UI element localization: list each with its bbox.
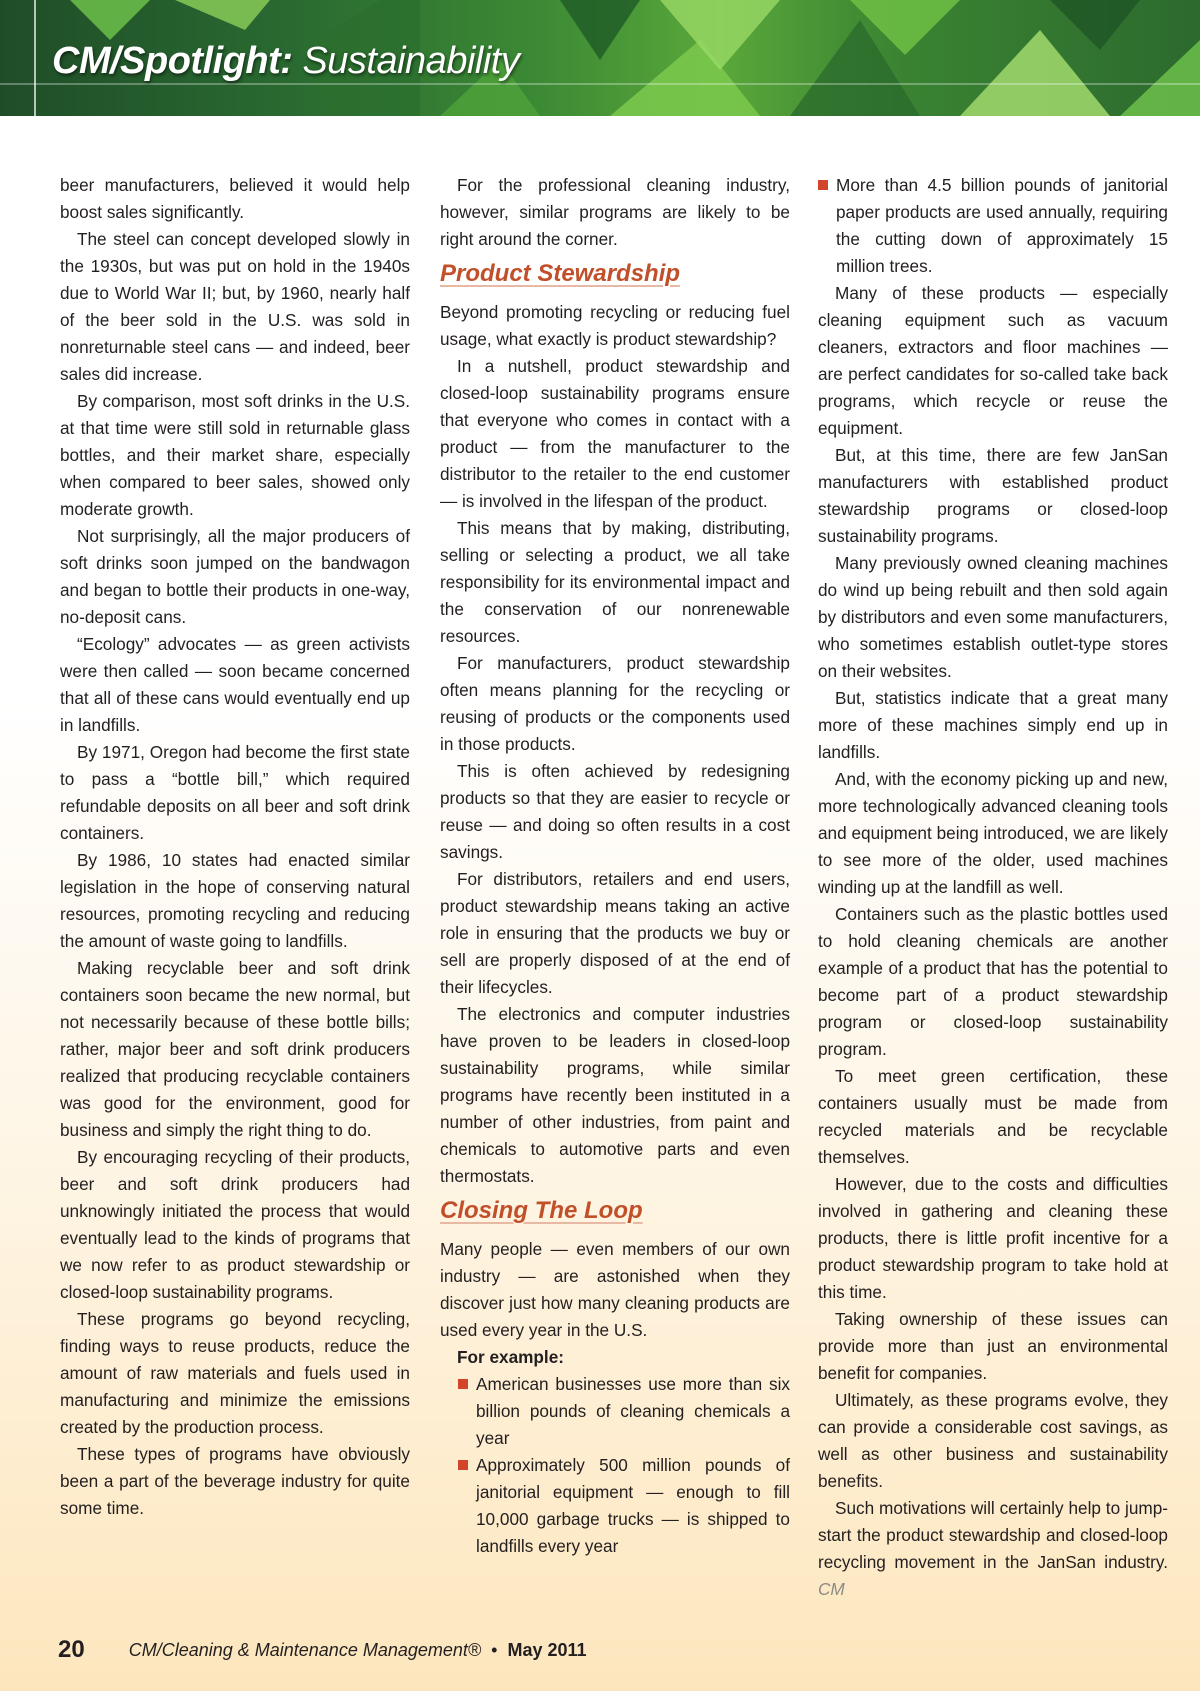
paragraph: In a nutshell, product stewardship and closed-loop sustainability programs ensure that everyone who comes in contact with a product — from the manufacturer to the distributor to the retailer to the end customer — is involved in the lifespan of the product.: [440, 356, 790, 511]
paragraph: To meet green certification, these containers usually must be made from recycled materials and be recyclable themselves.: [818, 1066, 1168, 1167]
column-1: [60, 172, 410, 1522]
bullet-item: Approximately 500 million pounds of janitorial equipment — enough to fill 10,000 garbage trucks — is shipped to landfills every year: [440, 1452, 790, 1560]
for-example-label: For example:: [457, 1347, 564, 1367]
paragraph: Making recyclable beer and soft drink containers soon became the new normal, but not necessarily because of these bottle bills; rather, major beer and soft drink producers realized that producing recyclable containers was good for the environment, good for business and simply the right thing to do.: [60, 958, 410, 1140]
bullet-square-icon: [818, 180, 828, 190]
paragraph: The electronics and computer industries have proven to be leaders in closed-loop sustainability programs, while similar programs have recently been instituted in a number of other industries, from paint and chemicals to automotive parts and even thermostats.: [440, 1004, 790, 1186]
column-2: [440, 172, 790, 1560]
paragraph: These programs go beyond recycling, finding ways to reuse products, reduce the amount of raw materials and fuels used in manufacturing and minimize the emissions created by the production process.: [60, 1309, 410, 1437]
section-topic: Sustainability: [302, 40, 520, 82]
paragraph: For manufacturers, product stewardship often means planning for the recycling or reusing of products or the components used in those products.: [440, 653, 790, 754]
paragraph: For the professional cleaning industry, however, similar programs are likely to be right around the corner.: [440, 175, 790, 249]
paragraph: These types of programs have obviously been a part of the beverage industry for quite some time.: [60, 1444, 410, 1518]
page-number: 20: [58, 1636, 85, 1663]
paragraph: But, at this time, there are few JanSan manufacturers with established product stewardship programs or closed-loop sustainability programs.: [818, 445, 1168, 546]
paragraph: This is often achieved by redesigning products so that they are easier to recycle or reuse — and doing so often results in a cost savings.: [440, 761, 790, 862]
paragraph: By comparison, most soft drinks in the U.S. at that time were still sold in returnable glass bottles, and their market share, especially when compared to beer sales, showed only moderate growth.: [60, 391, 410, 519]
page-footer: [58, 1636, 587, 1664]
bullet-square-icon: [458, 1379, 468, 1389]
paragraph: Many previously owned cleaning machines do wind up being rebuilt and then sold again by distributors and even some manufacturers, who sometimes establish outlet-type stores on their websites.: [818, 553, 1168, 681]
issue-date: May 2011: [507, 1640, 587, 1660]
paragraph: By 1986, 10 states had enacted similar legislation in the hope of conserving natural resources, promoting recycling and reducing the amount of waste going to landfills.: [60, 850, 410, 951]
bullet-item: More than 4.5 billion pounds of janitorial paper products are used annually, requiring the cutting down of approximately 15 million trees.: [818, 172, 1168, 280]
paragraph: And, with the economy picking up and new, more technologically advanced cleaning tools and equipment being introduced, we are likely to see more of the older, used machines winding up at the landfill as well.: [818, 769, 1168, 897]
paragraph: Many people — even members of our own industry — are astonished when they discover just how many cleaning products are used every year in the U.S.: [440, 1239, 790, 1340]
paragraph: However, due to the costs and difficulties involved in gathering and cleaning these products, there is little profit incentive for a product stewardship program to take hold at this time.: [818, 1174, 1168, 1302]
paragraph: beer manufacturers, believed it would help boost sales significantly.: [60, 175, 410, 222]
footer-separator: •: [491, 1640, 498, 1660]
paragraph: Containers such as the plastic bottles used to hold cleaning chemicals are another example of a product that has the potential to become part of a product stewardship program or closed-loop sustainability program.: [818, 904, 1168, 1059]
heading-product-stewardship: Product Stewardship: [440, 260, 681, 287]
paragraph: Beyond promoting recycling or reducing fuel usage, what exactly is product stewardship?: [440, 302, 790, 349]
paragraph: Not surprisingly, all the major producers of soft drinks soon jumped on the bandwagon and began to bottle their products in one-way, no-deposit cans.: [60, 526, 410, 627]
end-mark: CM: [818, 1579, 845, 1599]
paragraph: But, statistics indicate that a great many more of these machines simply end up in landfills.: [818, 688, 1168, 762]
paragraph: Ultimately, as these programs evolve, they can provide a considerable cost savings, as well as other business and sustainability benefits.: [818, 1390, 1168, 1491]
paragraph: The steel can concept developed slowly in the 1930s, but was put on hold in the 1940s due to World War II; but, by 1960, nearly half of the beer sold in the U.S. was sold in nonreturnable steel cans — and indeed, beer sales did increase.: [60, 229, 410, 384]
paragraph: This means that by making, distributing, selling or selecting a product, we all take responsibility for its environmental impact and the conservation of our nonrenewable resources.: [440, 518, 790, 646]
paragraph: Taking ownership of these issues can provide more than just an environmental benefit for companies.: [818, 1309, 1168, 1383]
bullet-square-icon: [458, 1460, 468, 1470]
heading-closing-the-loop: Closing The Loop: [440, 1197, 643, 1224]
column-3: [818, 172, 1168, 1603]
section-title: [52, 40, 519, 83]
paragraph: “Ecology” advocates — as green activists were then called — soon became concerned that all of these cans would eventually end up in landfills.: [60, 634, 410, 735]
header-banner: [0, 0, 1200, 116]
bullet-list: [440, 1371, 790, 1560]
bullet-item: American businesses use more than six billion pounds of cleaning chemicals a year: [440, 1371, 790, 1452]
paragraph-final: Such motivations will certainly help to jump-start the product stewardship and closed-loop recycling movement in the JanSan industry. CM: [818, 1498, 1168, 1599]
publication-name: CM/Cleaning & Maintenance Management®: [128, 1640, 482, 1660]
bullet-list: [818, 172, 1168, 280]
section-series: CM/Spotlight:: [52, 40, 293, 82]
paragraph: By 1971, Oregon had become the first state to pass a “bottle bill,” which required refundable deposits on all beer and soft drink containers.: [60, 742, 410, 843]
paragraph: By encouraging recycling of their products, beer and soft drink producers had unknowingly initiated the process that would eventually lead to the kinds of programs that we now refer to as product stewardship or closed-loop sustainability programs.: [60, 1147, 410, 1302]
paragraph: For distributors, retailers and end users, product stewardship means taking an active role in ensuring that the products we buy or sell are properly disposed of at the end of their lifecycles.: [440, 869, 790, 997]
paragraph: Many of these products — especially cleaning equipment such as vacuum cleaners, extractors and floor machines — are perfect candidates for so-called take back programs, which recycle or reuse the equipment.: [818, 283, 1168, 438]
